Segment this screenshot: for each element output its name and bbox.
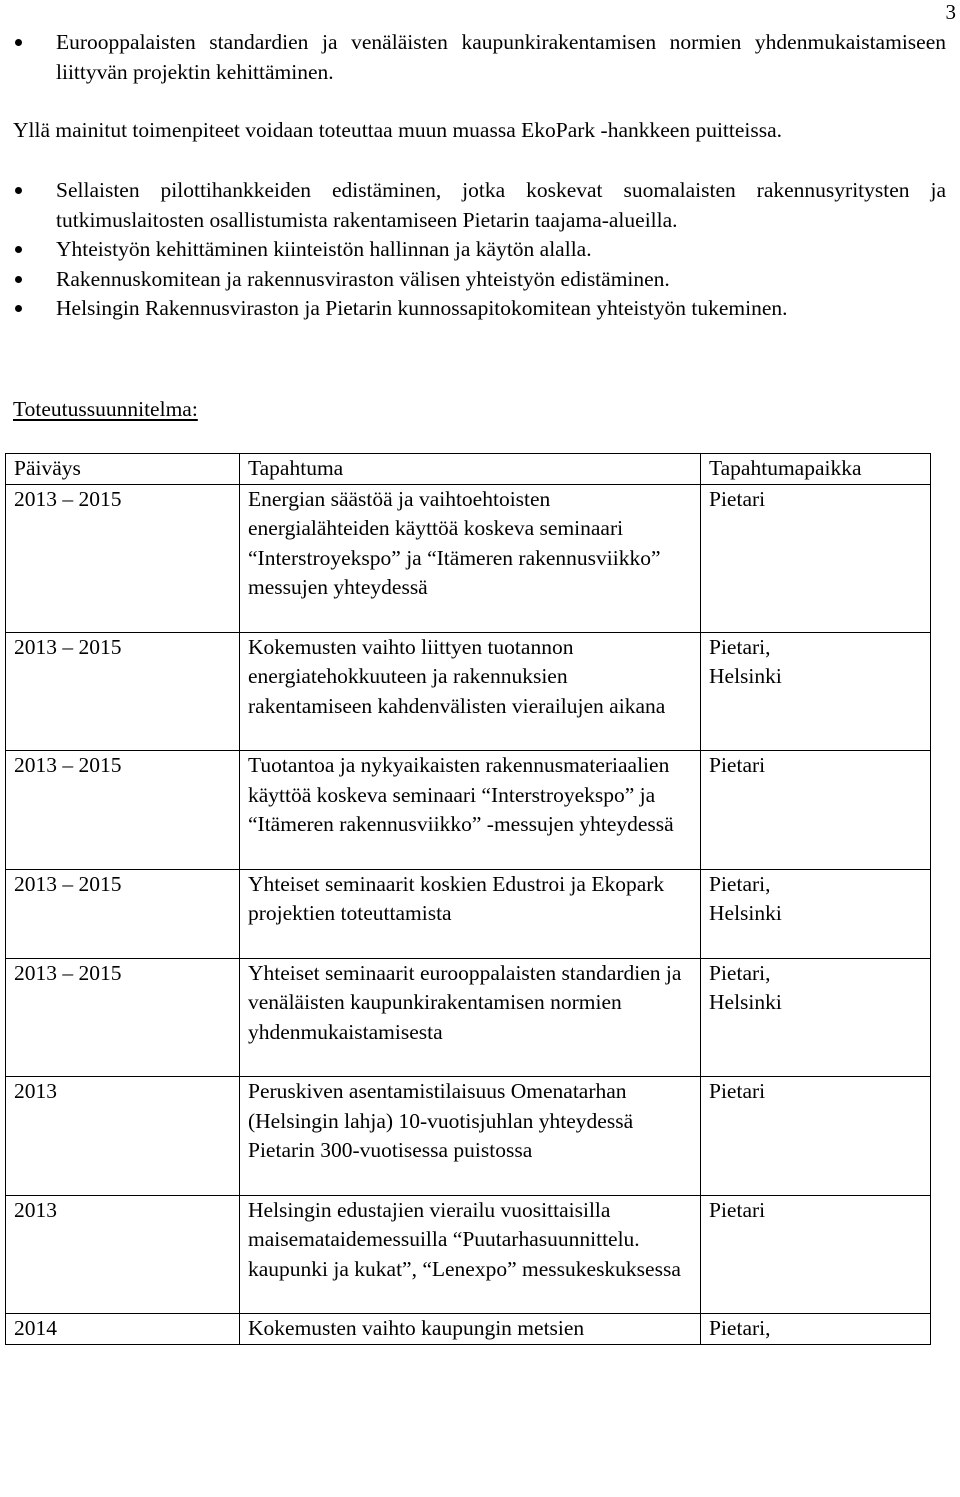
- cell-location: Pietari, Helsinki: [701, 632, 931, 751]
- page-number: 3: [945, 0, 956, 24]
- list-item-text: Eurooppalaisten standardien ja venäläisten kaupunkirakentamisen normien yhdenmukaistamiseen liittyvän projektin kehittäminen.: [56, 30, 946, 84]
- column-header-location: Tapahtumapaikka: [701, 454, 931, 485]
- bullet-icon: [15, 305, 22, 312]
- table-row: [6, 751, 931, 870]
- table-row: [6, 632, 931, 751]
- bullet-icon: [15, 246, 22, 253]
- implementation-plan-table: [5, 453, 931, 1345]
- cell-location: Pietari: [701, 484, 931, 632]
- list-item-text: Helsingin Rakennusviraston ja Pietarin kunnossapitokomitean yhteistyön tukeminen.: [56, 296, 788, 320]
- bullet-icon: [15, 187, 22, 194]
- cell-location: Pietari: [701, 1195, 931, 1314]
- cell-event: Energian säästöä ja vaihtoehtoisten energialähteiden käyttöä koskeva seminaari “Interstroyekspo” ja “Itämeren rakennusviikko” messujen yhteydessä: [240, 484, 701, 632]
- cell-location: Pietari: [701, 1077, 931, 1196]
- cell-event: Kokemusten vaihto kaupungin metsien: [240, 1314, 701, 1345]
- cell-location: Pietari, Helsinki: [701, 958, 931, 1077]
- cell-event: Peruskiven asentamistilaisuus Omenatarhan (Helsingin lahja) 10-vuotisjuhlan yhteydessä Pietarin 300-vuotisessa puistossa: [240, 1077, 701, 1196]
- table-row: [6, 484, 931, 632]
- body-paragraph: Yllä mainitut toimenpiteet voidaan toteuttaa muun muassa EkoPark -hankkeen puitteissa.: [13, 118, 783, 142]
- cell-date: 2013 – 2015: [6, 632, 240, 751]
- cell-event: Helsingin edustajien vierailu vuosittaisilla maisemataidemessuilla “Puutarhasuunnittelu. kaupunki ja kukat”, “Lenexpo” messukeskuksessa: [240, 1195, 701, 1314]
- list-item: [0, 28, 960, 87]
- cell-location: Pietari,: [701, 1314, 931, 1345]
- cell-date: 2013: [6, 1077, 240, 1196]
- list-item-text: Rakennuskomitean ja rakennusviraston välisen yhteistyön edistäminen.: [56, 266, 670, 291]
- list-item: [0, 176, 960, 235]
- section-heading: Toteutussuunnitelma:: [13, 397, 198, 421]
- bullet-icon: [15, 276, 22, 283]
- cell-date: 2013 – 2015: [6, 484, 240, 632]
- cell-date: 2014: [6, 1314, 240, 1345]
- cell-location: Pietari: [701, 751, 931, 870]
- column-header-event: Tapahtuma: [240, 454, 701, 485]
- column-header-date: Päiväys: [6, 454, 240, 485]
- table-header-row: [6, 454, 931, 485]
- cell-location: Pietari, Helsinki: [701, 869, 931, 958]
- cell-event: Kokemusten vaihto liittyen tuotannon energiatehokkuuteen ja rakennuksien rakentamiseen kahdenvälisten vierailujen aikana: [240, 632, 701, 751]
- table-row: [6, 1195, 931, 1314]
- bullet-list-main: [0, 176, 960, 324]
- bullet-icon: [15, 39, 22, 46]
- table-row: [6, 958, 931, 1077]
- list-item: [0, 235, 960, 265]
- table-row: [6, 1077, 931, 1196]
- cell-date: 2013 – 2015: [6, 958, 240, 1077]
- list-item: [0, 294, 960, 324]
- table-row: [6, 869, 931, 958]
- list-item-text: Sellaisten pilottihankkeiden edistäminen, jotka koskevat suomalaisten rakennusyritysten ja tutkimuslaitosten osallistumista rakentamiseen Pietarin taajama-alueilla.: [56, 178, 946, 232]
- cell-date: 2013: [6, 1195, 240, 1314]
- cell-event: Yhteiset seminaarit koskien Edustroi ja Ekopark projektien toteuttamista: [240, 869, 701, 958]
- list-item-text: Yhteistyön kehittäminen kiinteistön hallinnan ja käytön alalla.: [56, 237, 592, 261]
- cell-date: 2013 – 2015: [6, 751, 240, 870]
- table-row: [6, 1314, 931, 1345]
- cell-event: Tuotantoa ja nykyaikaisten rakennusmateriaalien käyttöä koskeva seminaari “Interstroyekspo” ja “Itämeren rakennusviikko” -messujen yhteydessä: [240, 751, 701, 870]
- list-item: [0, 265, 960, 295]
- bullet-list-top: [0, 28, 960, 87]
- cell-event: Yhteiset seminaarit eurooppalaisten standardien ja venäläisten kaupunkirakentamisen normien yhdenmukaistamisesta: [240, 958, 701, 1077]
- cell-date: 2013 – 2015: [6, 869, 240, 958]
